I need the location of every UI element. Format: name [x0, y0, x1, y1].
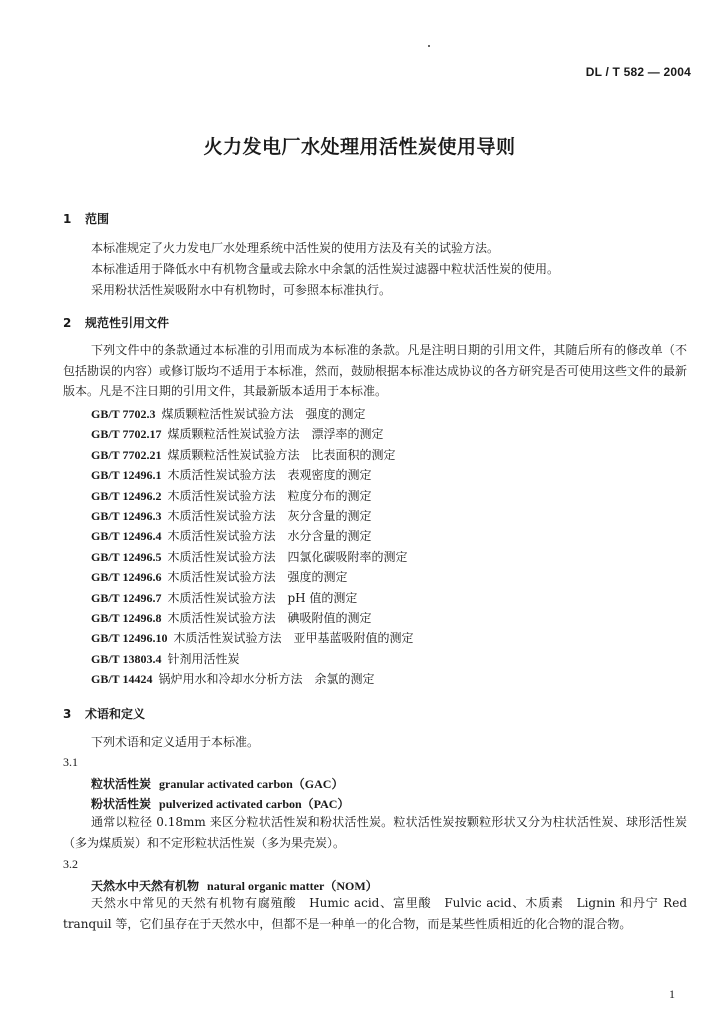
reference-code: GB/T 12496.1 [91, 468, 162, 483]
subsection-3-1-definition: 通常以粒径 0.18mm 来区分粒状活性炭和粉状活性炭。粒状活性炭按颗粒形状又分为柱状活性炭、球形活性炭（多为煤质炭）和不定形粒状活性炭（多为果壳炭）。 [63, 815, 687, 850]
reference-item [91, 506, 413, 526]
reference-code: GB/T 12496.2 [91, 488, 162, 503]
section-1-title: 范围 [85, 212, 110, 226]
reference-code: GB/T 12496.8 [91, 610, 162, 625]
reference-title: 木质活性炭试验方法 粒度分布的测定 [167, 488, 372, 503]
reference-code: GB/T 12496.5 [91, 549, 162, 564]
section-3-heading [63, 705, 145, 722]
term-nom-zh: 天然水中天然有机物 [91, 879, 200, 893]
reference-code: GB/T 12496.6 [91, 570, 162, 585]
section-1-line-1: 本标准规定了火力发电厂水处理系统中活性炭的使用方法及有关的试验方法。 [91, 241, 500, 255]
reference-title: 木质活性炭试验方法 四氯化碳吸附率的测定 [167, 549, 408, 564]
section-1-number: 1 [63, 212, 72, 226]
section-1-heading [63, 210, 109, 227]
section-2-number: 2 [63, 316, 72, 330]
section-2-title: 规范性引用文件 [85, 316, 170, 330]
reference-item [91, 588, 413, 608]
subsection-3-1-number: 3.1 [63, 755, 78, 769]
section-1-line-3: 采用粉状活性炭吸附水中有机物时，可参照本标准执行。 [91, 283, 392, 297]
reference-title: 木质活性炭试验方法 灰分含量的测定 [167, 508, 372, 523]
reference-item [91, 465, 413, 485]
term-nom-en: natural organic matter（NOM） [207, 879, 378, 893]
term-gac-zh: 粒状活性炭 [91, 777, 152, 791]
reference-item [91, 628, 413, 648]
reference-item [91, 445, 413, 465]
section-3-title: 术语和定义 [85, 707, 146, 721]
reference-title: 针剂用活性炭 [167, 651, 240, 666]
reference-item [91, 649, 413, 669]
reference-code: GB/T 7702.3 [91, 407, 156, 421]
term-pac [91, 795, 349, 812]
reference-code: GB/T 12496.3 [91, 508, 162, 523]
reference-title: 锅炉用水和冷却水分析方法 余氯的测定 [158, 672, 375, 687]
reference-title: 木质活性炭试验方法 pH 值的测定 [167, 590, 358, 605]
reference-item [91, 526, 413, 546]
section-1-line-2: 本标准适用于降低水中有机物含量或去除水中余氯的活性炭过滤器中粒状活性炭的使用。 [91, 262, 560, 276]
reference-item [91, 486, 413, 506]
term-gac [91, 775, 343, 792]
section-2-intro: 下列文件中的条款通过本标准的引用而成为本标准的条款。凡是注明日期的引用文件，其随后所有的修改单（不包括勘误的内容）或修订版均不适用于本标准，然而，鼓励根据本标准达成协议的各方研究是否可使用这些文件的最新版本。凡是不注日期的引用文件，其最新版本适用于本标准。 [63, 343, 688, 398]
subsection-3-2-number: 3.2 [63, 857, 78, 871]
section-2-heading [63, 314, 169, 331]
scan-speck [428, 45, 430, 47]
reference-title: 木质活性炭试验方法 强度的测定 [167, 570, 348, 585]
reference-item [91, 669, 413, 689]
reference-code: GB/T 12496.7 [91, 590, 162, 605]
reference-list [91, 404, 413, 689]
document-title: 火力发电厂水处理用活性炭使用导则 [203, 136, 516, 158]
standard-code: DL / T 582 — 2004 [585, 65, 691, 79]
reference-item [91, 567, 413, 587]
reference-item [91, 424, 413, 444]
reference-title: 煤质颗粒活性炭试验方法 漂浮率的测定 [167, 427, 384, 442]
page-number: 1 [669, 987, 675, 1001]
reference-title: 煤质颗粒活性炭试验方法 比表面积的测定 [167, 447, 396, 462]
reference-code: GB/T 12496.4 [91, 529, 162, 544]
subsection-3-2-definition: 天然水中常见的天然有机物有腐殖酸 Humic acid、富里酸 Fulvic acid、木质素 Lignin 和丹宁 Red tranquil 等，它们虽存在于天然水中，但都不是一种单一的化合物，而是某些性质相近的化合物的混合物。 [63, 896, 687, 931]
reference-title: 木质活性炭试验方法 碘吸附值的测定 [167, 610, 372, 625]
reference-code: GB/T 7702.17 [91, 427, 162, 442]
term-nom [91, 877, 378, 894]
term-pac-en: pulverized activated carbon（PAC） [159, 797, 350, 811]
reference-code: GB/T 12496.10 [91, 631, 168, 646]
reference-title: 木质活性炭试验方法 表观密度的测定 [167, 468, 372, 483]
reference-title: 木质活性炭试验方法 水分含量的测定 [167, 529, 372, 544]
reference-code: GB/T 7702.21 [91, 447, 162, 462]
term-gac-en: granular activated carbon（GAC） [159, 777, 344, 791]
reference-code: GB/T 13803.4 [91, 651, 162, 666]
reference-item [91, 404, 413, 424]
reference-item [91, 608, 413, 628]
reference-title: 木质活性炭试验方法 亚甲基蓝吸附值的测定 [173, 631, 414, 646]
reference-code: GB/T 14424 [91, 672, 153, 687]
section-3-number: 3 [63, 707, 72, 721]
section-3-intro: 下列术语和定义适用于本标准。 [91, 735, 260, 749]
reference-item [91, 547, 413, 567]
reference-title: 煤质颗粒活性炭试验方法 强度的测定 [161, 407, 366, 421]
term-pac-zh: 粉状活性炭 [91, 797, 152, 811]
